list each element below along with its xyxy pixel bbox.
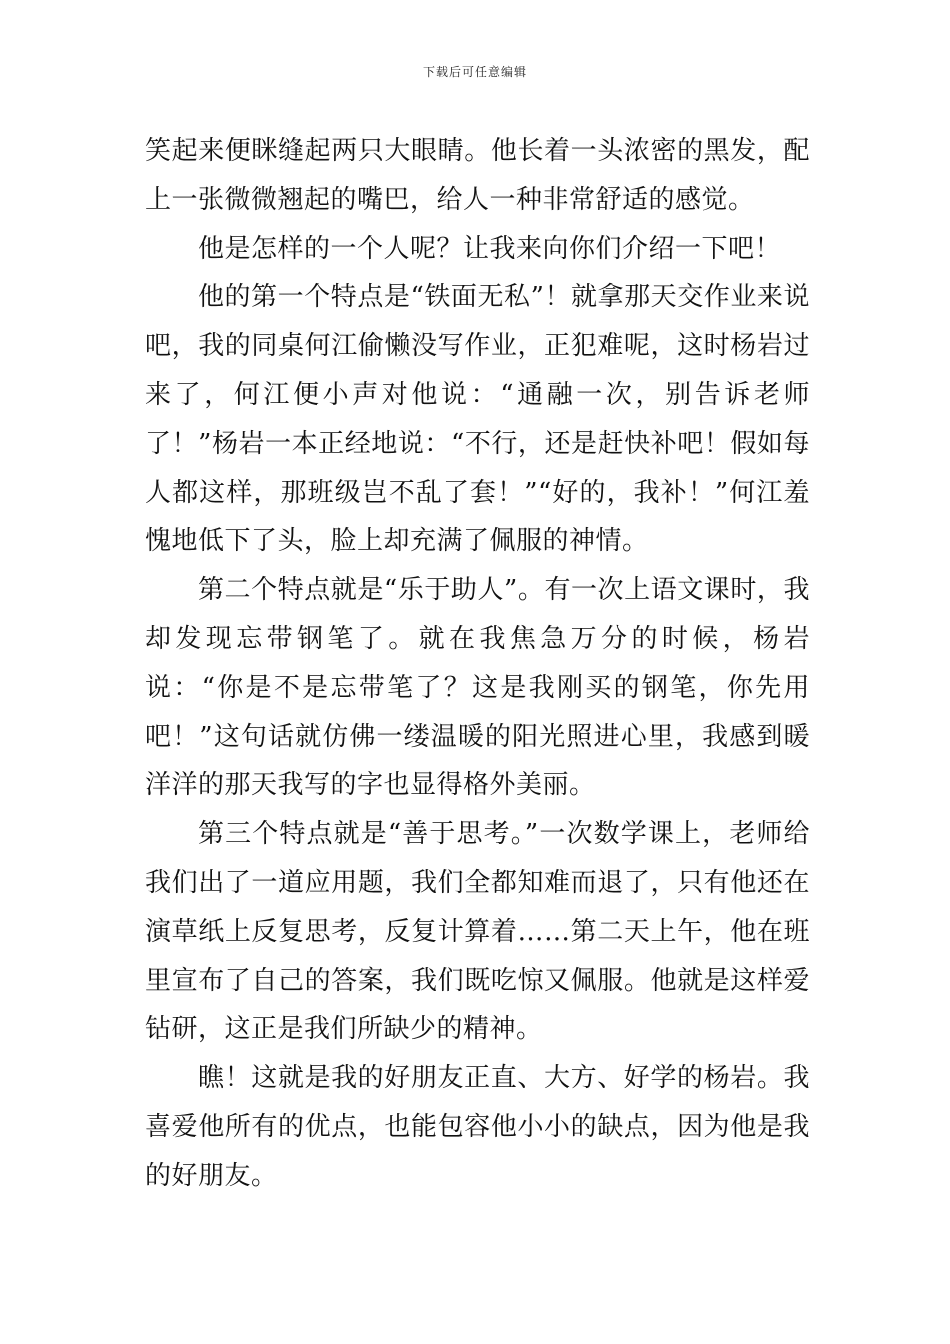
paragraph-2: 他是怎样的一个人呢？让我来向你们介绍一下吧！ xyxy=(198,233,782,264)
paragraph-3: 他的第一个特点是“铁面无私”！就拿那天交作业来说吧，我的同桌何江偷懒没写作业，正犯难呢，这时杨岩过来了，何江便小声对他说：“通融一次，别告诉老师了！”杨岩一本正经地说：“不行，还是赶快补吧！假如每人都这样，那班级岂不乱了套！”“好的，我补！”何江羞愧地低下了头，脸上却充满了佩服的神情。 xyxy=(145,282,810,557)
document-body xyxy=(145,127,810,1201)
paragraph-5: 第三个特点就是“善于思考。”一次数学课上，老师给我们出了一道应用题，我们全都知难而退了，只有他还在演草纸上反复思考，反复计算着……第二天上午，他在班里宣布了自己的答案，我们既吃惊又佩服。他就是这样爱钻研，这正是我们所缺少的精神。 xyxy=(145,819,810,1045)
page-header: 下载后可任意编辑 xyxy=(422,65,527,79)
paragraph-4: 第二个特点就是“乐于助人”。有一次上语文课时，我却发现忘带钢笔了。就在我焦急万分的时候，杨岩说：“你是不是忘带笔了？这是我刚买的钢笔，你先用吧！”这句话就仿佛一缕温暖的阳光照进心里，我感到暖洋洋的那天我写的字也显得格外美丽。 xyxy=(145,575,810,801)
paragraph-1: 笑起来便眯缝起两只大眼睛。他长着一头浓密的黑发，配上一张微微翘起的嘴巴，给人一种非常舒适的感觉。 xyxy=(145,136,810,215)
paragraph-6: 瞧！这就是我的好朋友正直、大方、好学的杨岩。我喜爱他所有的优点，也能包容他小小的缺点，因为他是我的好朋友。 xyxy=(145,1063,810,1191)
